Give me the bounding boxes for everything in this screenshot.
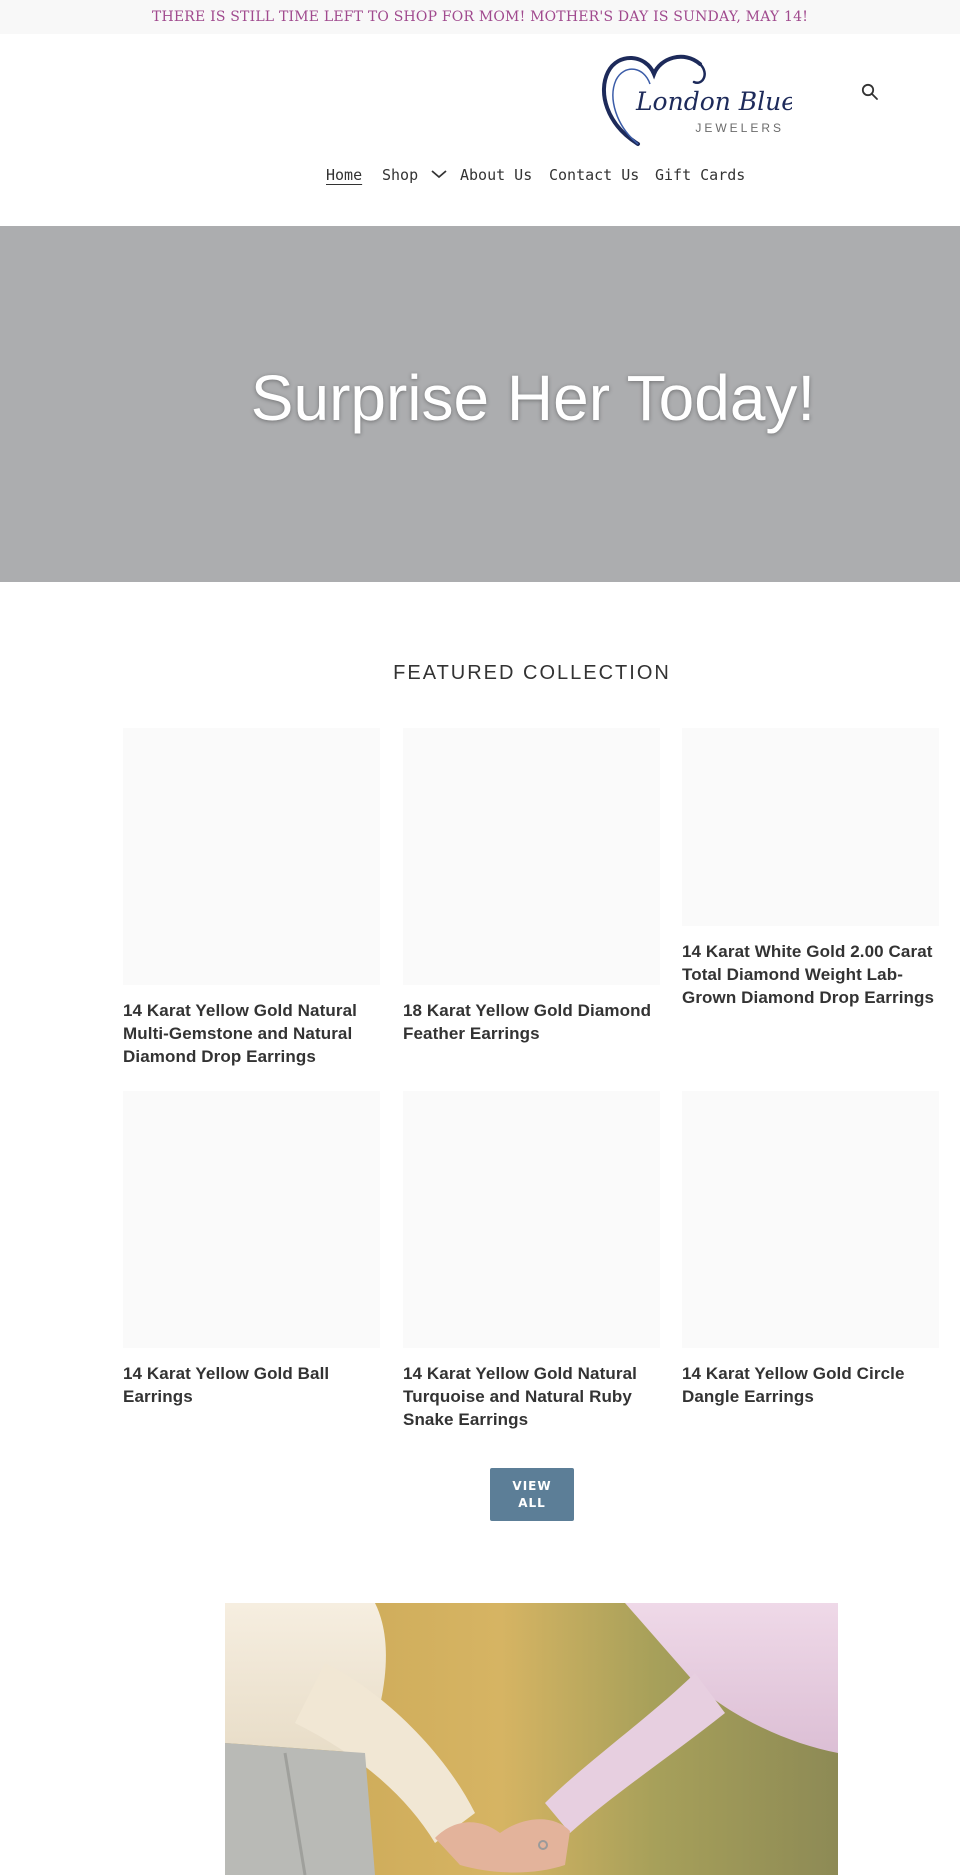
search-icon	[860, 82, 880, 102]
svg-text:JEWELERS: JEWELERS	[695, 121, 784, 135]
product-image[interactable]	[403, 1091, 660, 1348]
holding-hands-photo	[225, 1603, 838, 1875]
product-card[interactable]	[682, 1091, 939, 1408]
view-all-button[interactable]: VIEW ALL	[490, 1468, 574, 1521]
featured-collection-title: FEATURED COLLECTION	[393, 662, 671, 684]
nav-item-label: Shop	[382, 166, 419, 184]
product-title[interactable]: 14 Karat Yellow Gold Ball Earrings	[123, 1364, 330, 1406]
nav-item-about-us[interactable]	[460, 163, 532, 187]
nav-item-label: Home	[326, 166, 363, 184]
nav-item-contact-us[interactable]	[549, 163, 639, 187]
product-card[interactable]	[403, 728, 660, 1045]
nav-item-home[interactable]	[326, 163, 362, 187]
product-title[interactable]: 14 Karat Yellow Gold Natural Multi-Gemstone and Natural Diamond Drop Earrings	[123, 1001, 357, 1066]
svg-text:London Blue: London Blue	[635, 87, 792, 116]
hero-title: Surprise Her Today!	[250, 362, 816, 434]
product-card[interactable]	[123, 728, 380, 1068]
product-title[interactable]: 14 Karat White Gold 2.00 Carat Total Diamond Weight Lab-Grown Diamond Drop Earrings	[682, 942, 935, 1007]
chevron-down-icon	[431, 169, 447, 179]
product-title[interactable]: 18 Karat Yellow Gold Diamond Feather Earrings	[403, 1001, 652, 1043]
product-image[interactable]	[682, 728, 939, 926]
hero-banner	[0, 226, 960, 582]
product-title[interactable]: 14 Karat Yellow Gold Natural Turquoise and Natural Ruby Snake Earrings	[403, 1364, 637, 1429]
product-image[interactable]	[123, 728, 380, 985]
product-card[interactable]	[682, 728, 939, 1009]
product-title[interactable]: 14 Karat Yellow Gold Circle Dangle Earrings	[682, 1364, 905, 1406]
nav-item-label: About Us	[460, 166, 533, 184]
holding-hands-image	[225, 1603, 838, 1875]
main-nav	[0, 163, 960, 189]
nav-item-shop[interactable]	[382, 163, 447, 187]
nav-item-gift-cards[interactable]	[655, 163, 745, 187]
search-button[interactable]	[860, 82, 880, 102]
nav-item-label: Gift Cards	[655, 166, 746, 184]
announcement-text: THERE IS STILL TIME LEFT TO SHOP FOR MOM! MOTHER'S DAY IS SUNDAY, MAY 14!	[151, 9, 809, 25]
product-card[interactable]	[123, 1091, 380, 1408]
heart-logo-icon	[598, 52, 792, 150]
nav-item-label: Contact Us	[549, 166, 640, 184]
store-logo[interactable]	[598, 52, 792, 150]
product-image[interactable]	[123, 1091, 380, 1348]
product-image[interactable]	[682, 1091, 939, 1348]
product-card[interactable]	[403, 1091, 660, 1431]
product-image[interactable]	[403, 728, 660, 985]
announcement-bar	[0, 0, 960, 34]
